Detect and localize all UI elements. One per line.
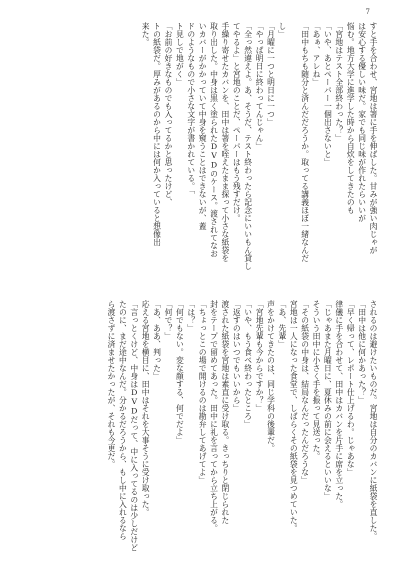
text-line: 渡された紙袋を宮地は素直に受け取る。きっちりと閉じられた [220, 300, 230, 524]
text-line [289, 22, 298, 284]
text-line: 手繰り寄せたカバンを、田中は箸を咥えたまま探って小さな紙袋を [220, 22, 230, 262]
text-line: 声をかけてきたのは、同じ学科の後輩だ。 [266, 300, 276, 452]
text-line: は安心する優しい味だ。家でも同じ味が作れたらいいが [357, 22, 367, 222]
text-line: 「いや、あとペーパー一個出さないと」 [323, 22, 333, 166]
text-line: 「いや、もう食べ終わったところ」 [243, 300, 253, 428]
text-line: 「宮地先輩も今からですか？」 [255, 300, 265, 412]
text-line: いカバーがかかっていて中身を窺うことはできないが、蓋 [198, 22, 208, 230]
text-line: 「返すのはいつでもいいから」 [232, 300, 242, 412]
text-line: 「何でもない。変な顔する、何でだよ」 [175, 300, 185, 444]
text-line: 宮地は一人になった食堂で、しばらくその紙袋を見つめていた。 [289, 300, 299, 532]
text-line: 「田中は他に何かあった？」 [357, 300, 367, 404]
text-line: ト見しで地がく」 [175, 22, 185, 86]
text-line: 取り出した。中身は黒く塗られたDVDのケース。渡されてなお [209, 22, 219, 258]
page-number: 7 [365, 8, 370, 16]
text-line: 「は？」 [186, 300, 196, 332]
text-line: 「じゃあまた月曜日に、夏休みの前に会えるといいな」 [323, 300, 333, 500]
text-line: 応える宮地を横目に、田中はそれを大事そうに受け取った。 [141, 300, 151, 516]
text-line: 来た。 [141, 22, 151, 46]
text-line: たのに、まだ途中なんだ。分かるだろうから、もし中に入れるなら [118, 300, 128, 540]
text-line: 悩む。地方大学に進学した時から自炊をしてきたのも [346, 22, 356, 214]
text-line: 「言っとくけど、中身はDVDだって、中に入ってるのは少しだけど [129, 300, 139, 552]
text-line: 「やっぱ明日に終わってんじゃん」 [255, 22, 265, 150]
text-line: し」 [277, 22, 287, 38]
text-line: すと手を合わせ、宮地は箸に手を伸ばした。甘みが強い肉じゃが [369, 22, 378, 254]
text-line: 「お前の好きなものでも入ってるかと思ったけど、 [163, 22, 173, 206]
text-line: 律儀に手を合わせて、田中はカバンを片手に席を立った。 [334, 300, 344, 508]
top-text-block [28, 22, 378, 284]
text-line: 「ちょっとこの場で開けるのは勘弁してあげてよ」 [198, 300, 208, 484]
text-line: そういう田中に小さく手を振って見送った。 [312, 300, 322, 460]
text-line: 封をテープで留めてあった。田中に礼を言ってから立ち上がる。 [209, 300, 219, 532]
text-line: てやるよ」と宮地のことだ、ペーパーはもう残すだけ。 [232, 22, 242, 222]
text-line: 「何で？」 [163, 300, 173, 340]
text-line: 「あ、ああ、判った」 [152, 300, 162, 380]
text-line: 「早く帰って、レポート仕上げるわ。じゃあな」 [346, 300, 356, 476]
text-line: 「宮地はテスト全部終わった？」 [334, 22, 344, 142]
text-line: 「あ、先輩」 [277, 300, 287, 348]
text-line: トの紙袋だ。厚みがあるのから中には何か入っていると想像出 [152, 22, 162, 246]
text-line: ら渡さずに済ませたかったが、それも今更だ。 [107, 300, 117, 468]
text-line: されるのは避けたいものだ。宮地は自分のカバンに紙袋を直した。 [369, 300, 378, 540]
text-line: 「あぁ、アレね」 [312, 22, 322, 86]
text-line: 「月曜に一つと明日に一つ」 [266, 22, 276, 126]
text-line: 「全っ然違えよ。あ、そうだ、テスト終わったら記念にいいもん貸し [243, 22, 253, 270]
text-line: 「田中もちも随分と済んだだろうか。取ってる講義ほぼ一緒なんだ [300, 22, 310, 262]
text-line: ドのようなもので小さな文字が書かれている。「 [186, 22, 196, 195]
text-line: 「その紙袋の中身は、結局なんだったんだろうな」 [300, 300, 310, 484]
bottom-text-block [28, 300, 378, 558]
